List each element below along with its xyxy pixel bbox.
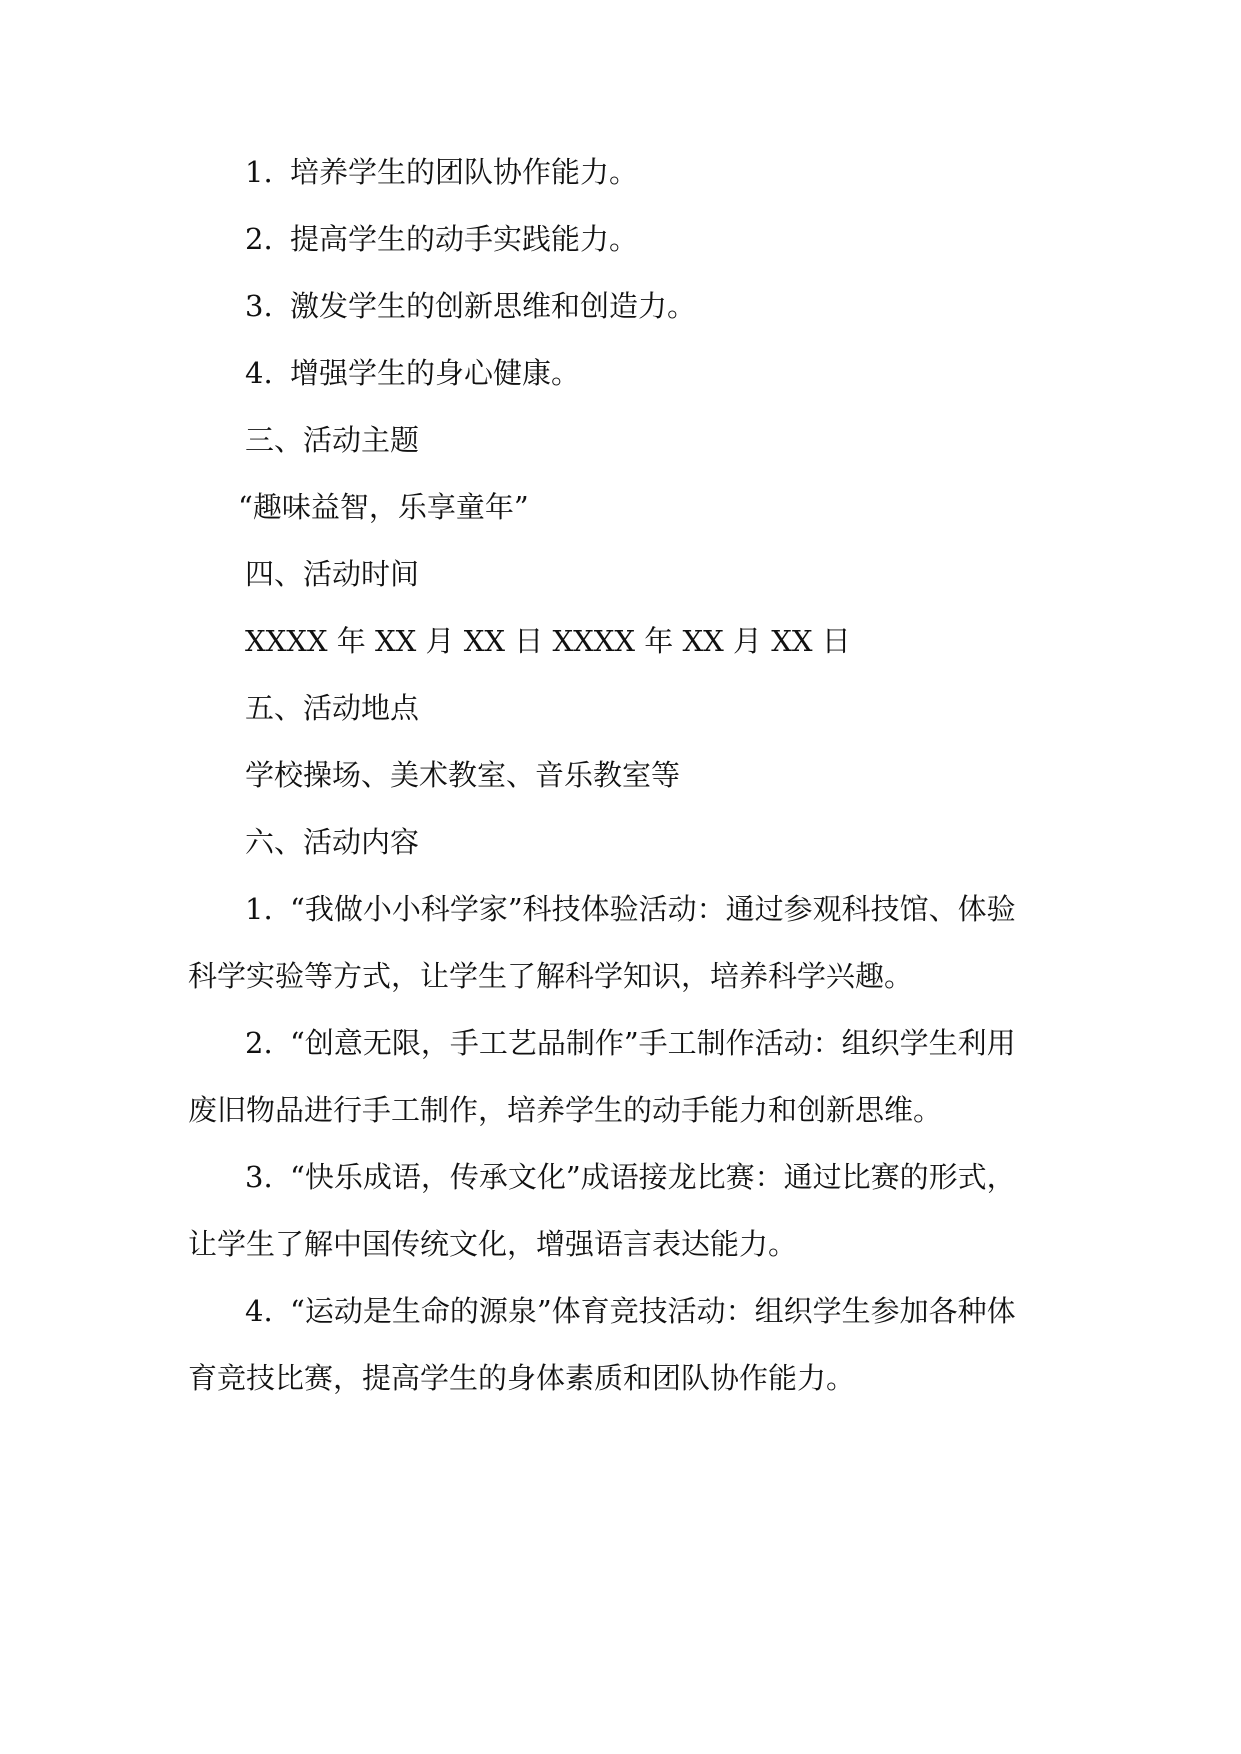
activity-location: 学校操场、美术教室、音乐教室等 (245, 758, 681, 792)
section-heading-theme: 三、活动主题 (245, 423, 420, 457)
activity-date-range: XXXX 年 XX 月 XX 日 XXXX 年 XX 月 XX 日 (245, 624, 851, 658)
list-text: “创意无限，手工艺品制作”手工制作活动：组织学生利用 (290, 1026, 1016, 1060)
section-heading-location: 五、活动地点 (245, 691, 420, 725)
list-number: 3. (245, 1160, 273, 1194)
section-heading-content: 六、活动内容 (245, 825, 420, 859)
content-item-4 (245, 1293, 1016, 1329)
list-number: 4. (245, 356, 273, 390)
activity-theme: “趣味益智，乐享童年” (238, 490, 529, 524)
list-text: “快乐成语，传承文化”成语接龙比赛：通过比赛的形式， (290, 1160, 1016, 1194)
list-number: 2. (245, 222, 273, 256)
content-item-2-continued: 废旧物品进行手工制作，培养学生的动手能力和创新思维。 (188, 1093, 943, 1127)
content-item-2 (245, 1025, 1016, 1061)
objective-item-2 (245, 221, 638, 257)
objective-item-3 (245, 288, 696, 324)
list-number: 1. (245, 892, 273, 926)
content-item-1 (245, 891, 1016, 927)
list-number: 2. (245, 1026, 273, 1060)
list-text: 提高学生的动手实践能力。 (290, 222, 639, 256)
list-text: “我做小小科学家”科技体验活动：通过参观科技馆、体验 (290, 892, 1016, 926)
objective-item-4 (245, 355, 580, 391)
content-item-1-continued: 科学实验等方式，让学生了解科学知识，培养科学兴趣。 (188, 959, 914, 993)
list-text: 激发学生的创新思维和创造力。 (290, 289, 697, 323)
content-item-4-continued: 育竞技比赛，提高学生的身体素质和团队协作能力。 (188, 1361, 856, 1395)
objective-item-1 (245, 154, 638, 190)
list-number: 1. (245, 155, 273, 189)
list-number: 3. (245, 289, 273, 323)
list-text: “运动是生命的源泉”体育竞技活动：组织学生参加各种体 (290, 1294, 1016, 1328)
list-number: 4. (245, 1294, 273, 1328)
content-item-3 (245, 1159, 1016, 1195)
list-text: 增强学生的身心健康。 (290, 356, 581, 390)
section-heading-time: 四、活动时间 (245, 557, 420, 591)
list-text: 培养学生的团队协作能力。 (290, 155, 639, 189)
content-item-3-continued: 让学生了解中国传统文化，增强语言表达能力。 (188, 1227, 798, 1261)
